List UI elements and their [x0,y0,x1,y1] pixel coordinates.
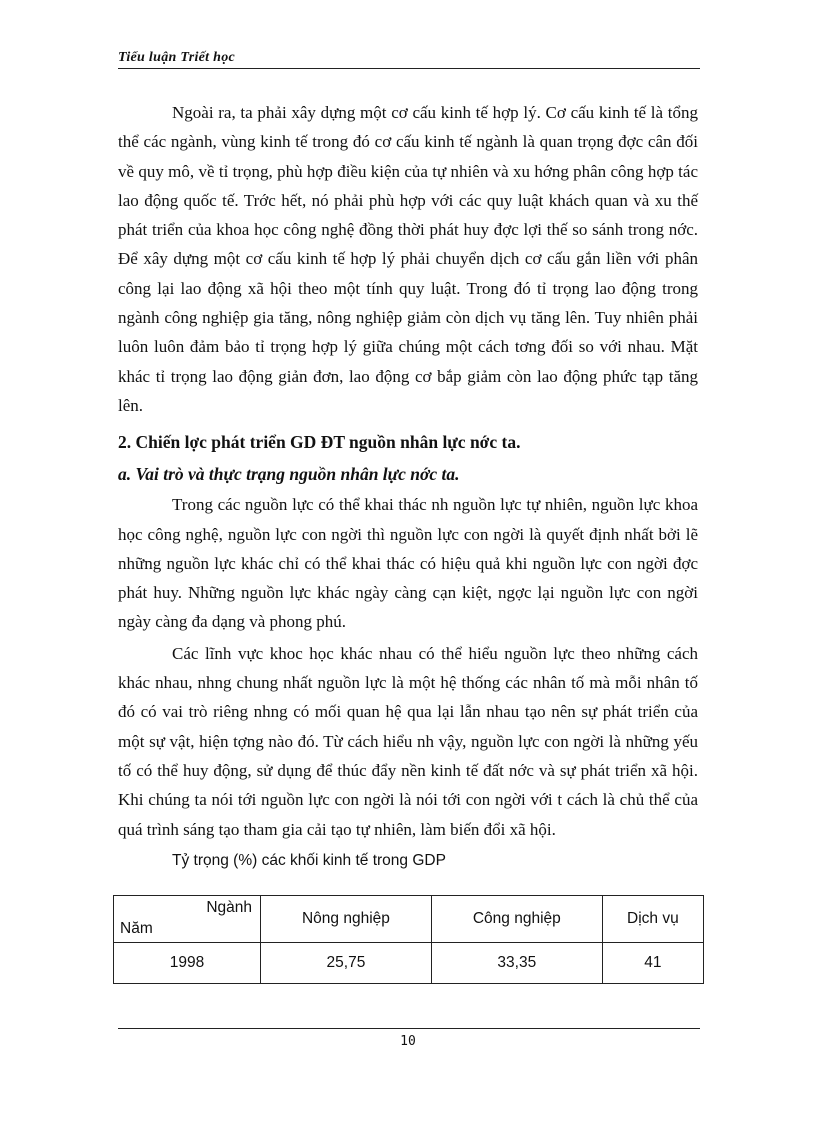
page-header [118,50,700,69]
table-header-row [114,896,704,943]
table-cell: 33,35 [431,943,602,984]
subsection-heading-a: a. Vai trò và thực trạng nguồn nhân lực nớc ta. [118,464,460,485]
footer-divider [118,1028,700,1029]
table-cell: 41 [602,943,703,984]
corner-label-year: Năm [120,920,153,937]
table-cell: 25,75 [261,943,432,984]
corner-label-sector: Ngành [206,899,252,916]
header-title: Tiểu luận Triết học [118,50,236,65]
paragraph-economic-structure: Ngoài ra, ta phải xây dựng một cơ cấu kinh tế hợp lý. Cơ cấu kinh tế là tổng thể các ngành, vùng kinh tế trong đó cơ cấu kinh tế ngành là quan trọng đợc cân đối về quy mô, về tỉ trọng, phù hợp điều kiện của tự nhiên và xu hớng phân công hợp tác lao động quốc tế. Trớc hết, nó phải phù hợp với các quy luật khách quan và xu thế phát triển của khoa học công nghệ đồng thời phát huy đợc lợi thế so sánh trong nớc. Để xây dựng một cơ cấu kinh tế hợp lý phải chuyển dịch cơ cấu gắn liền với phân công lại lao động xã hội theo một tính quy luật. Trong đó tỉ trọng lao động trong ngành công nghiệp gia tăng, nông nghiệp giảm còn dịch vụ tăng lên. Tuy nhiên phải luôn luôn đảm bảo tỉ trọng hợp lý giữa chúng một cách tơng đối so với nhau. Mặt khác tỉ trọng lao động giản đơn, lao động cơ bắp giảm còn lao động phức tạp tăng lên. [118,103,698,415]
table-caption: Tỷ trọng (%) các khối kinh tế trong GDP [172,851,446,869]
page-number: 10 [400,1034,416,1049]
column-header: Nông nghiệp [261,896,432,943]
section-heading-2: 2. Chiến lợc phát triển GD ĐT nguồn nhân lực nớc ta. [118,432,521,453]
paragraph-resource-definition: Các lĩnh vực khoc học khác nhau có thể hiểu nguồn lực theo những cách khác nhau, nhng chung nhất nguồn lực là một hệ thống các nhân tố mà mỗi nhân tố đó có vai trò riêng nhng có mối quan hệ qua lại lẫn nhau tạo nên sự phát triển của một sự vật, hiện tợng nào đó. Từ cách hiểu nh vậy, nguồn lực con ngời là những yếu tố có thể huy động, sử dụng để thúc đẩy nền kinh tế đất nớc và sự phát triển xã hội. Khi chúng ta nói tới nguồn lực con ngời là nói tới con ngời với t cách là chủ thể của quá trình sáng tạo tham gia cải tạo tự nhiên, làm biến đổi xã hội. [118,643,698,839]
document-body [118,98,698,876]
paragraph-human-resources: Trong các nguồn lực có thể khai thác nh nguồn lực tự nhiên, nguồn lực khoa học công nghệ, nguồn lực con ngời thì nguồn lực con ngời là quyết định nhất bởi lẽ những nguồn lực khác chỉ có thể khai thác có hiệu quả khi nguồn lực con ngời đợc phát huy. Những nguồn lực khác ngày càng cạn kiệt, ngợc lại nguồn lực con ngời ngày càng đa dạng và phong phú. [118,495,698,632]
column-header: Dịch vụ [602,896,703,943]
table-corner-cell [114,896,261,943]
column-header: Công nghiệp [431,896,602,943]
table-cell-year: 1998 [114,943,261,984]
gdp-share-table [113,895,704,984]
table-row [114,943,704,984]
